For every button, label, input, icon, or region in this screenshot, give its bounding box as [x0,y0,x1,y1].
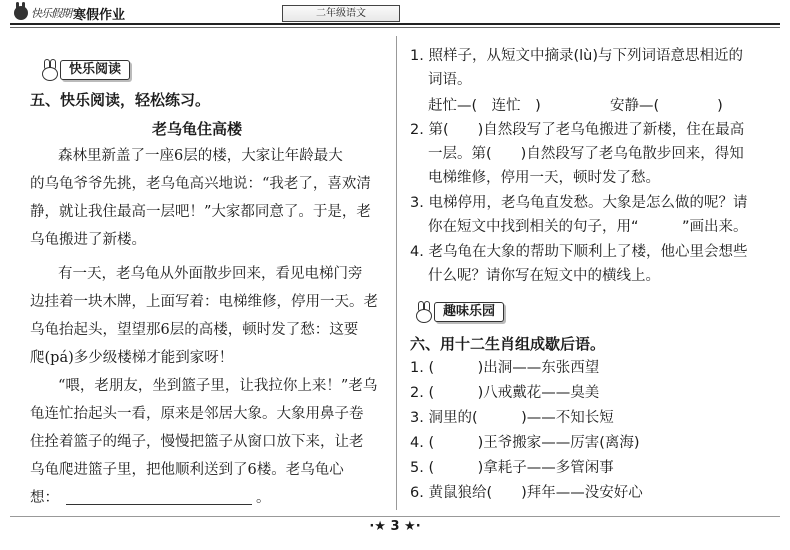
column-divider [396,36,397,510]
story-line: 静，就让我住最高一层吧！”大家都同意了。于是，老 [30,204,371,220]
answer-blank[interactable] [66,504,252,505]
story-line: “喂，老朋友，坐到篮子里，让我拉你上来！”老乌 [58,378,378,394]
story-line: 爬(pá)多少级楼梯才能到家呀！ [30,350,234,366]
idiom-item[interactable]: 2. ( )八戒戴花——臭美 [410,385,600,401]
idiom-item[interactable]: 5. ( )拿耗子——多管闲事 [410,460,614,476]
question-1-answer[interactable]: 安静—( ) [610,98,723,114]
question-2-line: 2. 第( )自然段写了老乌龟搬进了新楼，住在最高 [410,122,745,138]
header-rule [10,23,780,25]
story-line: 乌龟抬起头，望望那6层的高楼，顿时发了愁：这要 [30,322,359,338]
story-line: 边挂着一块木牌，上面写着：电梯维修，停用一天。老 [30,294,378,310]
idiom-item[interactable]: 1. ( )出洞——东张西望 [410,360,600,376]
mascot-icon [14,6,28,20]
bunny-icon [40,59,58,81]
question-2-line: 电梯维修，停用一天，顿时发了愁。 [428,170,660,186]
grade-label: 二年级语文 [282,5,400,22]
fun-badge-label: 趣味乐园 [434,302,504,322]
story-line: 想： [30,490,59,506]
story-end-mark: 。 [256,490,271,506]
bunny-icon [414,301,432,323]
page-number: ·★ 3 ★· [369,519,421,534]
section-five-title: 五、快乐阅读，轻松练习。 [30,91,211,109]
logo-script: 快乐假期 [31,7,71,20]
story-line: 住拴着篮子的绳子，慢慢把篮子从窗口放下来，让老 [30,434,364,450]
question-1-example: 赶忙—( 连忙 ) [428,98,541,114]
question-3-line: 你在短文中找到相关的句子，用“ ”画出来。 [428,219,748,235]
idiom-item[interactable]: 6. 黄鼠狼给( )拜年——没安好心 [410,485,643,501]
header-logo [14,3,125,23]
question-4-line: 什么呢？请你写在短文中的横线上。 [428,268,660,284]
story-line: 龟连忙抬起头一看，原来是邻居大象。大象用鼻子卷 [30,406,364,422]
idiom-item[interactable]: 4. ( )王爷搬家——厉害(离海) [410,435,640,451]
story-line: 乌龟爬进篮子里，把他顺利送到了6楼。老乌龟心 [30,462,344,478]
question-1-line: 1. 照样子，从短文中摘录(lù)与下列词语意思相近的 [410,48,743,64]
story-title: 老乌龟住高楼 [152,120,243,138]
story-line: 有一天，老乌龟从外面散步回来，看见电梯门旁 [58,266,363,282]
section-six-title: 六、用十二生肖组成歇后语。 [410,335,606,353]
footer-rule [10,516,780,517]
reading-badge [40,58,130,82]
story-line: 乌龟搬进了新楼。 [30,232,146,248]
fun-badge [414,300,504,324]
question-3-line: 3. 电梯停用，老乌龟直发愁。大象是怎么做的呢？请 [410,195,748,211]
story-line: 森林里新盖了一座6层的楼，大家让年龄最大 [58,148,343,164]
idiom-item[interactable]: 3. 洞里的( )——不知长短 [410,410,614,426]
question-2-line: 一层。第( )自然段写了老乌龟散步回来，得知 [428,146,744,162]
logo-title: 寒假作业 [73,7,126,23]
question-4-line: 4. 老乌龟在大象的帮助下顺利上了楼，他心里会想些 [410,244,748,260]
story-line: 的乌龟爷爷先挑，老乌龟高兴地说：“我老了，喜欢清 [30,176,371,192]
header-rule-thin [10,27,780,28]
question-1-line: 词语。 [428,72,472,88]
reading-badge-label: 快乐阅读 [60,60,130,80]
